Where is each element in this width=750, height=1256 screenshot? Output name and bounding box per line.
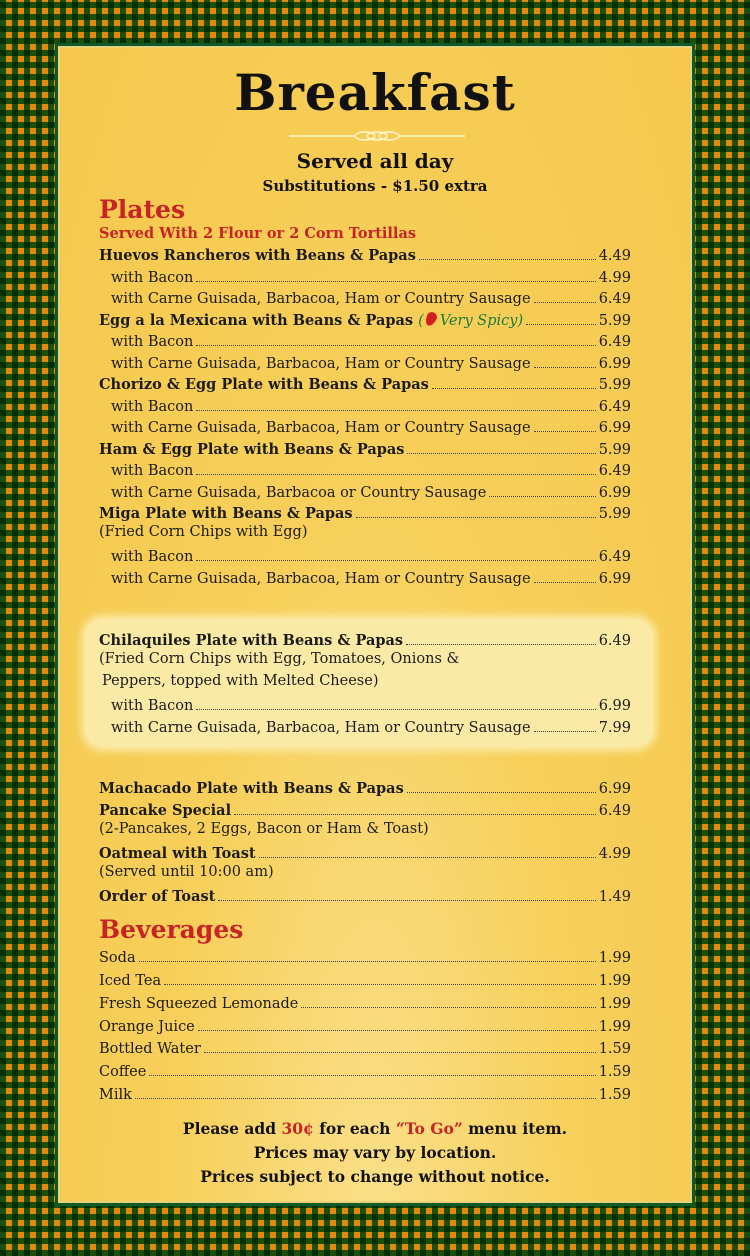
menu-item-option: with Carne Guisada, Barbacoa, Ham or Country Sausage 6.49 — [111, 291, 631, 307]
menu-item-description: (Fried Corn Chips with Egg) — [99, 524, 308, 540]
beverage-item: Orange Juice 1.99 — [99, 1019, 631, 1035]
title-ornament — [289, 130, 465, 142]
substitutions-note: Substitutions - $1.50 extra — [262, 177, 488, 195]
beverage-item: Iced Tea 1.99 — [99, 973, 631, 989]
menu-item-option: with Carne Guisada, Barbacoa, Ham or Country Sausage 6.99 — [111, 571, 631, 587]
chili-pepper-icon — [423, 311, 438, 328]
section-plates-title: Plates — [99, 195, 186, 224]
location-price-notice: Prices may vary by location. — [253, 1143, 497, 1162]
menu-item-option: with Carne Guisada, Barbacoa, Ham or Country Sausage 6.99 — [111, 420, 631, 436]
menu-item: Egg a la Mexicana with Beans & Papas ( Very Spicy) 5.99 — [99, 312, 631, 329]
menu-item: Oatmeal with Toast 4.99 — [99, 845, 631, 862]
menu-item-description: (Served until 10:00 am) — [99, 864, 274, 880]
menu-item-description: Peppers, topped with Melted Cheese) — [102, 673, 379, 689]
menu-item: Pancake Special 6.49 — [99, 802, 631, 819]
beverage-item: Fresh Squeezed Lemonade 1.99 — [99, 996, 631, 1012]
beverage-item: Milk 1.59 — [99, 1087, 631, 1103]
menu-item-option: with Bacon 6.49 — [111, 334, 631, 350]
menu-panel — [55, 43, 695, 1206]
menu-item-option: with Bacon 6.49 — [111, 399, 631, 415]
menu-item-option: with Bacon 4.99 — [111, 270, 631, 286]
price-change-notice: Prices subject to change without notice. — [200, 1167, 550, 1186]
menu-item-option: with Bacon 6.49 — [111, 549, 631, 565]
page-title: Breakfast — [234, 63, 516, 122]
menu-item: Chilaquiles Plate with Beans & Papas 6.49 — [99, 632, 631, 649]
menu-item: Miga Plate with Beans & Papas 5.99 — [99, 505, 631, 522]
section-beverages-title: Beverages — [99, 915, 244, 944]
menu-item: Order of Toast 1.49 — [99, 888, 631, 905]
menu-item-option: with Bacon 6.49 — [111, 463, 631, 479]
menu-item-option: with Carne Guisada, Barbacoa or Country Sausage 6.99 — [111, 485, 631, 501]
to-go-notice: Please add 30¢ for each “To Go” menu item. — [182, 1119, 568, 1138]
beverage-item: Coffee 1.59 — [99, 1064, 631, 1080]
menu-item: Chorizo & Egg Plate with Beans & Papas 5.99 — [99, 376, 631, 393]
plates-tortilla-note: Served With 2 Flour or 2 Corn Tortillas — [99, 225, 416, 242]
menu-item-option: with Bacon 6.99 — [111, 698, 631, 714]
menu-item-option: with Carne Guisada, Barbacoa, Ham or Country Sausage 7.99 — [111, 720, 631, 736]
menu-item: Ham & Egg Plate with Beans & Papas 5.99 — [99, 441, 631, 458]
menu-item-description: (Fried Corn Chips with Egg, Tomatoes, Onions & — [99, 651, 460, 667]
menu-item: Huevos Rancheros with Beans & Papas 4.49 — [99, 247, 631, 264]
beverage-item: Bottled Water 1.59 — [99, 1041, 631, 1057]
menu-item: Machacado Plate with Beans & Papas 6.99 — [99, 780, 631, 797]
beverage-item: Soda 1.99 — [99, 950, 631, 966]
served-all-day: Served all day — [296, 149, 454, 173]
menu-item-option: with Carne Guisada, Barbacoa, Ham or Country Sausage 6.99 — [111, 356, 631, 372]
menu-item-description: (2-Pancakes, 2 Eggs, Bacon or Ham & Toast) — [99, 821, 429, 837]
